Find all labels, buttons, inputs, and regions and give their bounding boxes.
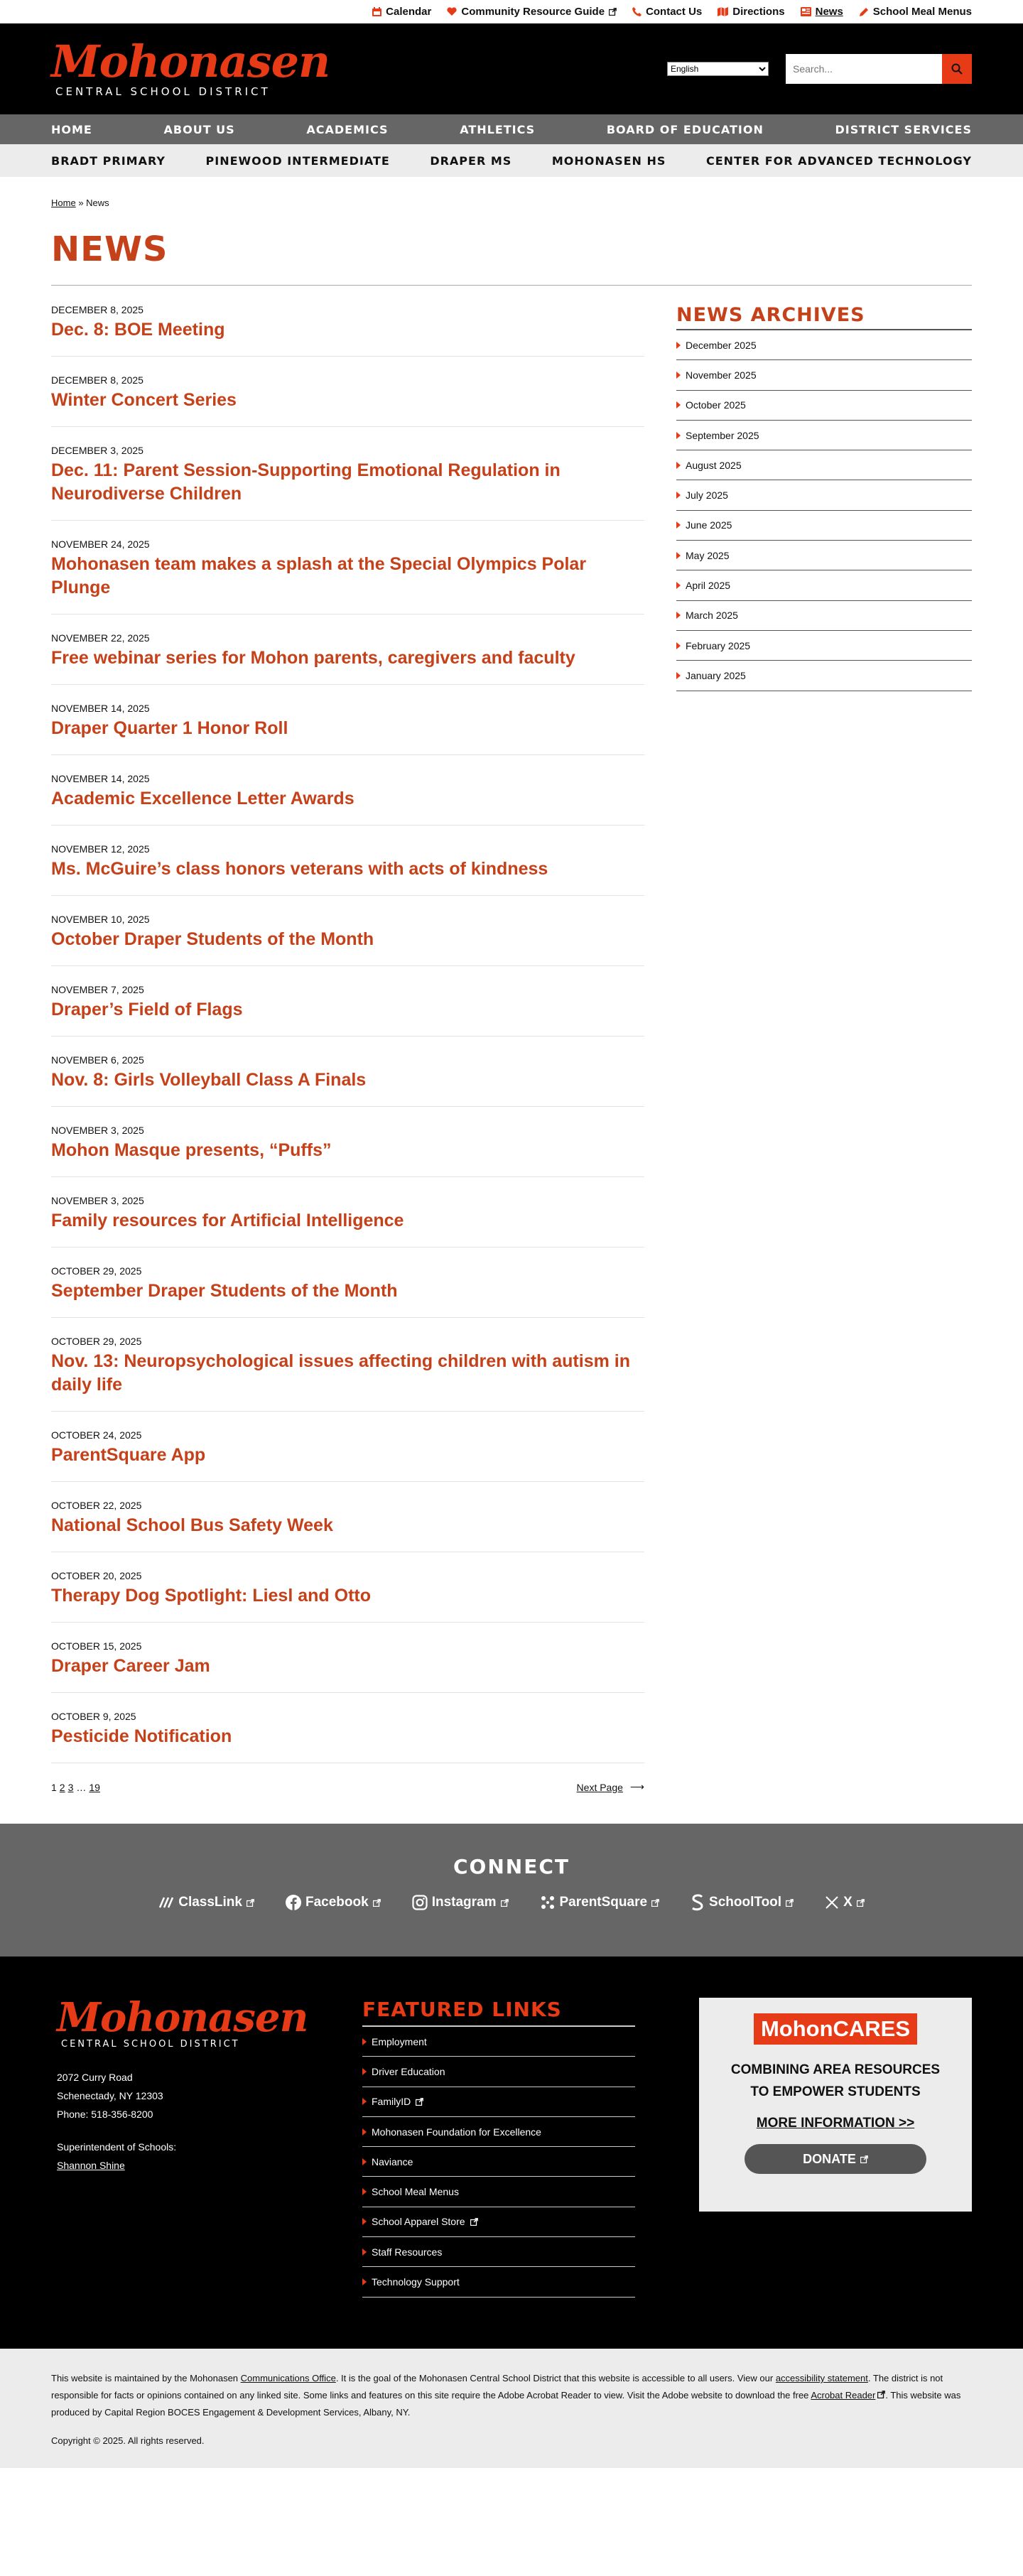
superintendent-link[interactable]: Shannon Shine <box>57 2160 125 2171</box>
news-date: NOVEMBER 6, 2025 <box>51 1054 144 1066</box>
school-nav-center-for-advanced-technology[interactable]: CENTER FOR ADVANCED TECHNOLOGY <box>705 153 972 168</box>
district-logo[interactable] <box>51 36 330 98</box>
map-icon <box>718 7 728 16</box>
archive-month: January 2025 <box>686 669 746 681</box>
social-link-facebook[interactable] <box>286 1894 381 1911</box>
copyright: Copyright © 2025. All rights reserved. <box>51 2435 205 2446</box>
featured-label: Naviance <box>372 2155 413 2168</box>
utility-label: School Meal Menus <box>872 6 972 18</box>
news-item <box>51 374 644 427</box>
logo-wordmark: Mohonasen <box>51 36 330 87</box>
disclaimer-fragment: This website is maintained by the Mohonasen <box>51 2373 241 2383</box>
news-item <box>51 703 644 755</box>
news-title-link[interactable]: Pesticide Notification <box>51 1726 232 1746</box>
social-label: Facebook <box>305 1895 369 1910</box>
disclaimer-fragment: . This website was produced by Capital Region BOCES Engagement & Development Services, Albany, NY. <box>51 2390 961 2418</box>
external-link-icon <box>860 2155 868 2163</box>
header-tools <box>667 54 972 84</box>
archive-link[interactable] <box>676 601 972 631</box>
featured-link-employment[interactable] <box>362 2027 635 2057</box>
nav-home[interactable]: HOME <box>51 122 92 136</box>
page-title: NEWS <box>51 229 168 269</box>
news-item <box>51 632 644 685</box>
disclaimer-fragment: . The district is not responsible for facts or opinions contained on any linked site. Some links and features on this site require the Adobe Acrobat Reader to view. Visit the Adobe website to download the free <box>51 2373 943 2401</box>
tagline-line: TO EMPOWER STUDENTS <box>750 2084 921 2099</box>
nav-athletics[interactable]: ATHLETICS <box>460 122 536 136</box>
caret-right-icon <box>676 342 681 349</box>
news-item <box>51 1336 644 1412</box>
superintendent-label: Superintendent of Schools: <box>57 2141 177 2153</box>
search-input[interactable] <box>786 54 942 84</box>
instagram-icon <box>412 1895 428 1910</box>
news-title-link[interactable]: Nov. 8: Girls Volleyball Class A Finals <box>51 1070 367 1090</box>
page-ellipsis: … <box>76 1781 87 1793</box>
news-item <box>51 773 644 826</box>
featured-label: Employment <box>372 2035 427 2047</box>
main-content <box>0 197 1023 1793</box>
facebook-icon <box>286 1895 301 1910</box>
featured-label: Driver Education <box>372 2065 445 2077</box>
caret-right-icon <box>362 2128 367 2136</box>
social-link-x[interactable] <box>825 1894 865 1911</box>
archive-link[interactable] <box>676 570 972 600</box>
caret-right-icon <box>362 2098 367 2105</box>
mohoncares-tagline <box>699 2059 972 2103</box>
external-link-icon <box>373 1899 381 1907</box>
social-link-parentsquare[interactable] <box>540 1894 660 1911</box>
external-link-icon <box>416 2098 423 2106</box>
archive-link[interactable] <box>676 511 972 541</box>
archive-link[interactable] <box>676 421 972 450</box>
arrow-right-icon: ⟶ <box>629 1781 644 1792</box>
utility-link-directions[interactable] <box>718 6 784 18</box>
calendar-icon <box>372 7 381 16</box>
social-label: ClassLink <box>178 1895 242 1910</box>
logo-wordmark: Mohonasen <box>57 1994 308 2041</box>
featured-links-list <box>362 2025 635 2298</box>
schooltool-icon <box>691 1894 705 1911</box>
caret-right-icon <box>676 642 681 649</box>
disclaimer-fragment: . It is the goal of the Mohonasen Central School District that this website is accessible to all users. View our <box>335 2373 776 2383</box>
archive-month: November 2025 <box>686 369 757 381</box>
archive-month: June 2025 <box>686 519 732 531</box>
news-date: OCTOBER 15, 2025 <box>51 1640 142 1652</box>
caret-right-icon <box>362 2158 367 2165</box>
news-item <box>51 1125 644 1177</box>
donate-label: DONATE <box>803 2151 856 2166</box>
archive-month: March 2025 <box>686 610 738 622</box>
page-link-3[interactable]: 3 <box>67 1781 74 1793</box>
news-date: NOVEMBER 14, 2025 <box>51 703 150 714</box>
archive-month: April 2025 <box>686 580 731 592</box>
social-link-classlink[interactable] <box>158 1894 254 1911</box>
news-title-link[interactable]: Draper Quarter 1 Honor Roll <box>51 718 288 738</box>
breadcrumb-separator: » <box>78 197 84 208</box>
site-footer <box>0 1957 1023 2349</box>
caret-right-icon <box>362 2068 367 2075</box>
main-navigation <box>0 114 1023 144</box>
page-numbers <box>51 1782 100 1793</box>
caret-right-icon <box>676 401 681 408</box>
school-nav-pinewood-intermediate[interactable]: PINEWOOD INTERMEDIATE <box>205 153 390 168</box>
page-link-2[interactable]: 2 <box>59 1781 65 1793</box>
archive-link[interactable] <box>676 360 972 390</box>
news-title-link[interactable]: Draper Career Jam <box>51 1656 210 1676</box>
phone-number: Phone: 518-356-8200 <box>57 2109 153 2120</box>
archive-month: February 2025 <box>686 639 751 651</box>
news-item <box>51 1265 644 1318</box>
archive-list <box>676 329 972 691</box>
social-link-schooltool[interactable] <box>691 1894 794 1911</box>
school-navigation <box>0 144 1023 177</box>
news-archives <box>676 304 972 1793</box>
archive-link[interactable] <box>676 330 972 360</box>
news-item <box>51 1054 644 1107</box>
utility-label: Contact Us <box>646 6 703 18</box>
connect-section <box>0 1824 1023 1957</box>
news-item <box>51 914 644 966</box>
archive-link[interactable] <box>676 391 972 421</box>
news-title-link[interactable]: October Draper Students of the Month <box>51 929 374 949</box>
archive-month: September 2025 <box>686 429 759 441</box>
search-icon <box>951 63 963 75</box>
caret-right-icon <box>676 672 681 679</box>
news-date: OCTOBER 22, 2025 <box>51 1500 142 1511</box>
archive-month: August 2025 <box>686 459 742 471</box>
news-date: OCTOBER 29, 2025 <box>51 1265 142 1277</box>
address-line: Schenectady, NY 12303 <box>57 2090 163 2101</box>
news-date: NOVEMBER 3, 2025 <box>51 1195 144 1206</box>
connect-heading: CONNECT <box>453 1855 570 1878</box>
school-nav-draper-ms[interactable]: DRAPER MS <box>430 153 512 168</box>
communications-office-link[interactable]: Communications Office <box>240 2373 336 2383</box>
news-item <box>51 1429 644 1482</box>
featured-label: Technology Support <box>372 2276 460 2288</box>
classlink-icon <box>158 1896 174 1909</box>
news-title-link[interactable]: September Draper Students of the Month <box>51 1281 398 1301</box>
site-header <box>0 23 1023 114</box>
news-title-link[interactable]: Academic Excellence Letter Awards <box>51 789 354 808</box>
caret-right-icon <box>676 432 681 439</box>
external-link-icon <box>651 1899 659 1907</box>
utility-bar <box>0 0 1023 23</box>
social-links <box>0 1894 1023 1911</box>
news-date: OCTOBER 29, 2025 <box>51 1336 142 1347</box>
news-date: OCTOBER 20, 2025 <box>51 1570 142 1581</box>
x-icon <box>825 1895 839 1910</box>
donate-button[interactable] <box>745 2144 926 2174</box>
heart-icon <box>447 7 457 16</box>
news-title-link[interactable]: Dec. 11: Parent Session-Supporting Emotional Regulation in Neurodiverse Children <box>51 460 561 504</box>
utility-link-contact-us[interactable] <box>632 6 702 18</box>
content-columns <box>51 304 972 1793</box>
social-label: X <box>843 1895 852 1910</box>
caret-right-icon <box>362 2278 367 2285</box>
utility-label: Calendar <box>386 6 432 18</box>
featured-label: School Apparel Store <box>372 2216 465 2228</box>
footer-contact <box>57 1994 362 2349</box>
featured-label: Mohonasen Foundation for Excellence <box>372 2126 541 2138</box>
external-link-icon <box>786 1899 794 1907</box>
news-title-link[interactable]: Dec. 8: BOE Meeting <box>51 320 225 340</box>
external-link-icon <box>857 1899 865 1907</box>
featured-link-driver-education[interactable] <box>362 2057 635 2087</box>
featured-links <box>362 1998 635 2349</box>
featured-link-mohonasen-foundation[interactable] <box>362 2117 635 2147</box>
news-title-link[interactable]: Therapy Dog Spotlight: Liesl and Otto <box>51 1586 371 1606</box>
news-item <box>51 1640 644 1693</box>
news-date: DECEMBER 8, 2025 <box>51 304 144 315</box>
caret-right-icon <box>362 2038 367 2045</box>
news-item <box>51 984 644 1037</box>
news-item <box>51 445 644 521</box>
next-page <box>577 1781 644 1793</box>
featured-label: School Meal Menus <box>372 2186 459 2198</box>
caret-right-icon <box>676 492 681 499</box>
caret-right-icon <box>676 521 681 529</box>
disclaimer-text <box>51 2370 972 2421</box>
news-date: NOVEMBER 10, 2025 <box>51 914 150 925</box>
news-item <box>51 304 644 357</box>
nav-about-us[interactable]: ABOUT US <box>163 122 235 136</box>
news-title-link[interactable]: Winter Concert Series <box>51 390 237 410</box>
featured-link-school-meal-menus[interactable] <box>362 2177 635 2207</box>
news-title-link[interactable]: ParentSquare App <box>51 1445 206 1465</box>
social-label: Instagram <box>431 1895 497 1910</box>
featured-link-technology-support[interactable] <box>362 2267 635 2297</box>
utility-link-news[interactable] <box>801 6 843 18</box>
news-title-link[interactable]: National School Bus Safety Week <box>51 1515 333 1535</box>
archive-month: December 2025 <box>686 339 757 351</box>
featured-links-heading: FEATURED LINKS <box>362 1998 562 2021</box>
utility-link-school-meal-menus[interactable] <box>859 6 972 18</box>
nav-academics[interactable]: ACADEMICS <box>306 122 389 136</box>
utility-label: Directions <box>732 6 785 18</box>
address <box>57 2068 362 2123</box>
featured-link-school-apparel-store[interactable] <box>362 2207 635 2237</box>
social-label: ParentSquare <box>559 1895 648 1910</box>
featured-link-staff-resources[interactable] <box>362 2237 635 2267</box>
news-item <box>51 1570 644 1623</box>
phone-icon <box>632 7 642 16</box>
nav-board-of-education[interactable]: BOARD OF EDUCATION <box>606 122 764 136</box>
news-item <box>51 1711 644 1763</box>
featured-label: Staff Resources <box>372 2246 443 2258</box>
news-title-link[interactable]: Mohon Masque presents, “Puffs” <box>51 1140 332 1160</box>
social-link-instagram[interactable] <box>412 1894 509 1911</box>
caret-right-icon <box>676 372 681 379</box>
news-date: DECEMBER 8, 2025 <box>51 374 144 386</box>
news-title-link[interactable]: Mohonasen team makes a splash at the Special Olympics Polar Plunge <box>51 554 587 597</box>
search-button[interactable] <box>942 54 972 84</box>
external-link-icon <box>247 1899 254 1907</box>
news-date: NOVEMBER 24, 2025 <box>51 539 150 550</box>
news-item <box>51 1500 644 1552</box>
site-disclaimer <box>0 2349 1023 2468</box>
news-title-link[interactable]: Nov. 13: Neuropsychological issues affecting children with autism in daily life <box>51 1351 630 1395</box>
breadcrumb <box>51 197 972 208</box>
archive-link[interactable] <box>676 631 972 661</box>
utility-label: Community Resource Guide <box>461 6 605 18</box>
archive-month: October 2025 <box>686 399 746 411</box>
news-date: NOVEMBER 14, 2025 <box>51 773 150 784</box>
external-link-icon <box>609 8 617 16</box>
parentsquare-icon <box>540 1895 556 1910</box>
pagination <box>51 1781 644 1793</box>
nav-district-services[interactable]: DISTRICT SERVICES <box>835 122 972 136</box>
featured-link-naviance[interactable] <box>362 2147 635 2177</box>
caret-right-icon <box>362 2188 367 2195</box>
news-date: NOVEMBER 3, 2025 <box>51 1125 144 1136</box>
utility-link-calendar[interactable] <box>372 6 431 18</box>
address-line: 2072 Curry Road <box>57 2072 133 2083</box>
archive-link[interactable] <box>676 480 972 510</box>
caret-right-icon <box>676 462 681 469</box>
breadcrumb-home[interactable]: Home <box>51 197 76 208</box>
superintendent <box>57 2138 362 2175</box>
news-title-link[interactable]: Family resources for Artificial Intelligence <box>51 1211 404 1230</box>
news-title-link[interactable]: Draper’s Field of Flags <box>51 1000 243 1019</box>
utility-link-community-resource-guide[interactable] <box>447 6 617 18</box>
news-item <box>51 1195 644 1248</box>
logo-subtitle: CENTRAL SCHOOL DISTRICT <box>55 85 271 98</box>
featured-link-familyid[interactable] <box>362 2087 635 2117</box>
utility-label: News <box>815 6 843 18</box>
tagline-line: COMBINING AREA RESOURCES <box>730 2062 941 2077</box>
archives-heading: NEWS ARCHIVES <box>676 304 865 326</box>
external-link-icon <box>877 2391 885 2398</box>
news-title-link[interactable]: Ms. McGuire’s class honors veterans with acts of kindness <box>51 859 548 879</box>
page-link-last[interactable]: 19 <box>89 1781 100 1793</box>
archive-link[interactable] <box>676 661 972 691</box>
caret-right-icon <box>676 552 681 559</box>
news-item <box>51 843 644 896</box>
external-link-icon <box>470 2218 478 2226</box>
school-nav-bradt-primary[interactable]: BRADT PRIMARY <box>51 153 166 168</box>
news-date: NOVEMBER 7, 2025 <box>51 984 144 995</box>
archive-link[interactable] <box>676 450 972 480</box>
mohoncares-panel <box>699 1998 972 2212</box>
breadcrumb-current: News <box>86 197 109 208</box>
logo-subtitle: CENTRAL SCHOOL DISTRICT <box>61 2039 240 2050</box>
news-date: OCTOBER 9, 2025 <box>51 1711 136 1722</box>
archive-month: May 2025 <box>686 549 730 561</box>
news-title-link[interactable]: Free webinar series for Mohon parents, caregivers and faculty <box>51 648 575 668</box>
more-information-link[interactable]: MORE INFORMATION >> <box>756 2116 915 2131</box>
featured-label: FamilyID <box>372 2096 411 2108</box>
news-list <box>51 304 644 1793</box>
archive-month: July 2025 <box>686 489 728 502</box>
social-label: SchoolTool <box>709 1895 782 1910</box>
language-select[interactable] <box>667 62 769 76</box>
accessibility-statement-link[interactable]: accessibility statement <box>775 2373 868 2383</box>
news-date: NOVEMBER 12, 2025 <box>51 843 150 855</box>
caret-right-icon <box>362 2248 367 2256</box>
external-link-icon <box>501 1899 509 1907</box>
news-item <box>51 539 644 615</box>
caret-right-icon <box>362 2218 367 2225</box>
next-page-link[interactable]: Next Page <box>576 1781 623 1793</box>
news-date: OCTOBER 24, 2025 <box>51 1429 142 1441</box>
search-box <box>786 54 972 84</box>
page-current: 1 <box>51 1781 57 1793</box>
school-nav-mohonasen-hs[interactable]: MOHONASEN HS <box>551 153 666 168</box>
archive-link[interactable] <box>676 541 972 570</box>
news-date: DECEMBER 3, 2025 <box>51 445 144 456</box>
footer-logo[interactable] <box>57 1994 362 2050</box>
newspaper-icon <box>801 7 811 16</box>
caret-right-icon <box>676 582 681 589</box>
caret-right-icon <box>676 612 681 619</box>
acrobat-reader-link[interactable]: Acrobat Reader <box>811 2390 876 2401</box>
divider <box>51 285 972 286</box>
mohoncares-logo: MohonCARES <box>754 2013 917 2045</box>
pencil-icon <box>859 7 869 17</box>
news-date: NOVEMBER 22, 2025 <box>51 632 150 644</box>
